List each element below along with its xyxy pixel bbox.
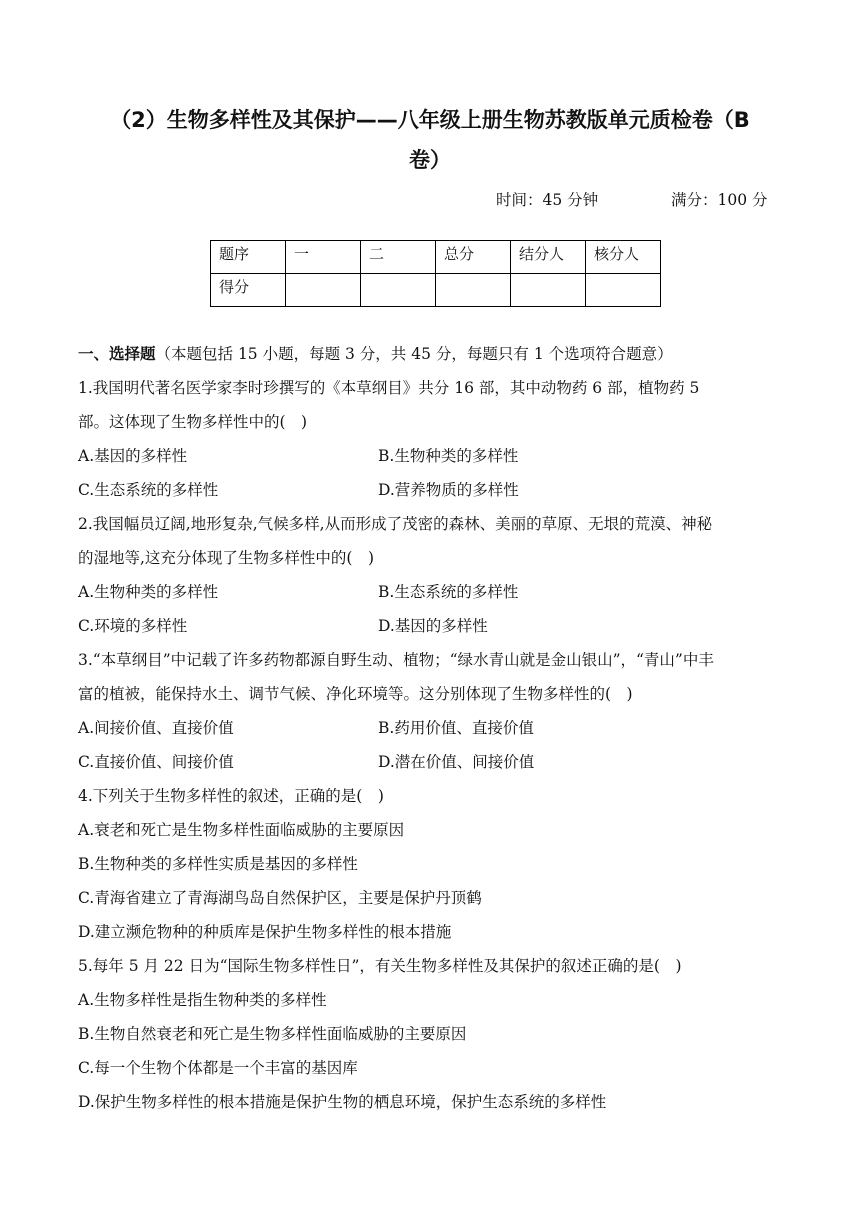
score-cell — [286, 274, 361, 307]
section-title: 一、选择题 — [78, 345, 156, 363]
question-2-options-row-1 — [78, 580, 778, 602]
option-b[interactable]: B.生物自然衰老和死亡是生物多样性面临威胁的主要原因 — [78, 1025, 467, 1043]
title-line-1: （2）生物多样性及其保护——八年级上册生物苏教版单元质检卷（B — [110, 108, 750, 132]
option-c[interactable]: C.直接价值、间接价值 — [78, 753, 234, 771]
score-cell — [436, 274, 511, 307]
option-a[interactable]: A.衰老和死亡是生物多样性面临威胁的主要原因 — [78, 821, 405, 839]
question-1-options-row-1 — [78, 444, 778, 466]
question-4-stem-1: 4.下列关于生物多样性的叙述，正确的是( ) — [78, 787, 384, 805]
score-cell: 结分人 — [511, 241, 586, 274]
option-d[interactable]: D.建立濒危物种的种质库是保护生物多样性的根本措施 — [78, 923, 452, 941]
score-cell — [511, 274, 586, 307]
question-1-stem-1: 1.我国明代著名医学家李时珍撰写的《本草纲目》共分 16 部，其中动物药 6 部，植物药 5 — [78, 379, 700, 397]
option-d[interactable]: D.保护生物多样性的根本措施是保护生物的栖息环境，保护生态系统的多样性 — [78, 1093, 607, 1111]
option-b[interactable]: B.生物种类的多样性 — [378, 447, 519, 465]
option-b[interactable]: B.药用价值、直接价值 — [378, 719, 534, 737]
question-3-options-row-2 — [78, 750, 778, 772]
question-3-stem-2: 富的植被，能保持水土、调节气候、净化环境等。这分别体现了生物多样性的( ) — [78, 685, 633, 703]
question-3-stem-1: 3.“本草纲目”中记载了许多药物都源自野生动、植物；“绿水青山就是金山银山”，“青山”中丰 — [78, 651, 714, 669]
question-1-options-row-2 — [78, 478, 778, 500]
score-table — [210, 240, 661, 307]
option-a[interactable]: A.生物种类的多样性 — [78, 583, 219, 601]
question-5-stem-1: 5.每年 5 月 22 日为“国际生物多样性日”，有关生物多样性及其保护的叙述正确的是( ) — [78, 957, 682, 975]
question-2-stem-2: 的湿地等,这充分体现了生物多样性中的( ) — [78, 549, 375, 567]
score-table-row-header — [211, 241, 661, 274]
option-a[interactable]: A.间接价值、直接价值 — [78, 719, 234, 737]
question-3-options-row-1 — [78, 716, 778, 738]
question-2-stem-1: 2.我国幅员辽阔,地形复杂,气候多样,从而形成了茂密的森林、美丽的草原、无垠的荒漠、神秘 — [78, 515, 713, 533]
option-b[interactable]: B.生物种类的多样性实质是基因的多样性 — [78, 855, 358, 873]
score-cell: 二 — [361, 241, 436, 274]
title-line-2: 卷） — [409, 148, 451, 172]
full-score: 满分：100 分 — [671, 191, 768, 209]
option-c[interactable]: C.生态系统的多样性 — [78, 481, 219, 499]
option-c[interactable]: C.环境的多样性 — [78, 617, 188, 635]
question-2-options-row-2 — [78, 614, 778, 636]
score-cell: 一 — [286, 241, 361, 274]
score-table-row-score — [211, 274, 661, 307]
score-cell: 题序 — [211, 241, 286, 274]
section-note: （本题包括 15 小题，每题 3 分，共 45 分，每题只有 1 个选项符合题意） — [155, 345, 673, 363]
exam-title — [80, 100, 780, 180]
option-a[interactable]: A.基因的多样性 — [78, 447, 188, 465]
option-b[interactable]: B.生态系统的多样性 — [378, 583, 519, 601]
option-c[interactable]: C.青海省建立了青海湖鸟岛自然保护区，主要是保护丹顶鹤 — [78, 889, 482, 907]
option-d[interactable]: D.基因的多样性 — [378, 617, 488, 635]
section-heading — [78, 342, 673, 364]
option-d[interactable]: D.营养物质的多样性 — [378, 481, 519, 499]
time-limit: 时间：45 分钟 — [496, 191, 599, 209]
option-d[interactable]: D.潜在价值、间接价值 — [378, 753, 535, 771]
score-cell: 总分 — [436, 241, 511, 274]
score-cell — [361, 274, 436, 307]
score-cell: 核分人 — [586, 241, 661, 274]
option-c[interactable]: C.每一个生物个体都是一个丰富的基因库 — [78, 1059, 358, 1077]
score-cell: 得分 — [211, 274, 286, 307]
score-cell — [586, 274, 661, 307]
option-a[interactable]: A.生物多样性是指生物种类的多样性 — [78, 991, 327, 1009]
question-1-stem-2: 部。这体现了生物多样性中的( ) — [78, 413, 308, 431]
